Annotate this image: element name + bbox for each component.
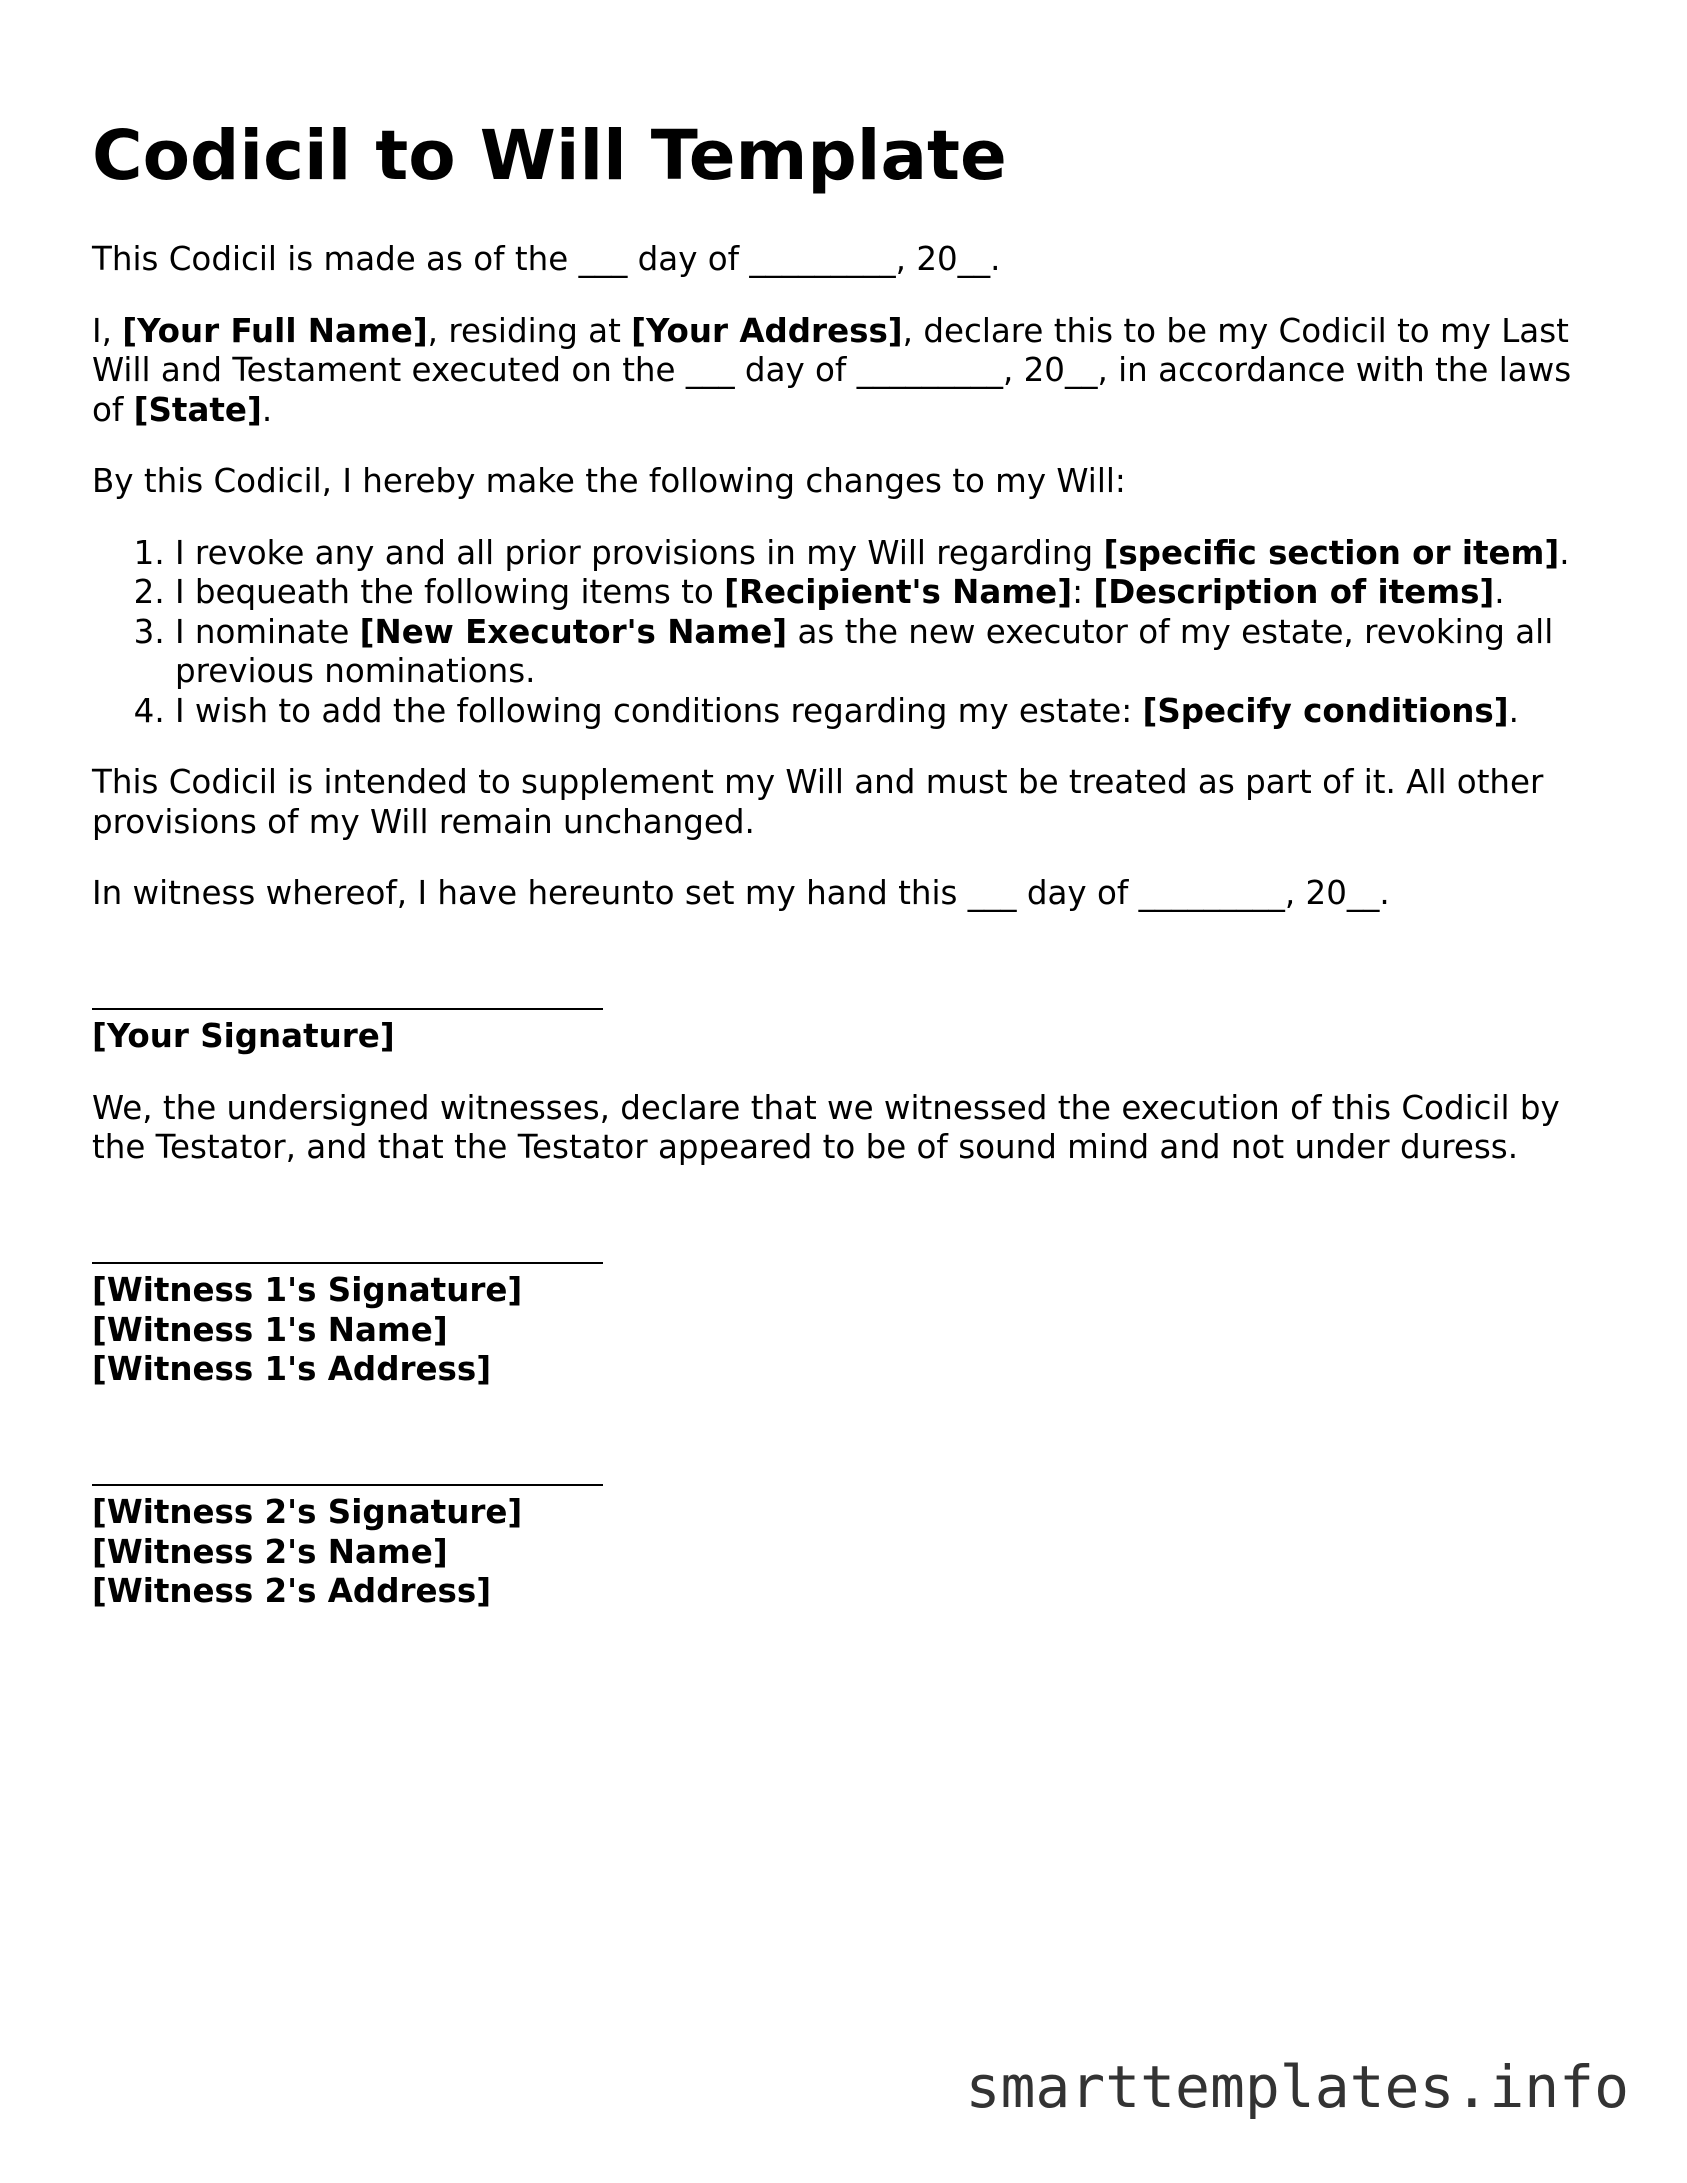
witness-1-signature-line — [92, 1232, 1602, 1272]
changes-intro: By this Codicil, I hereby make the following changes to my Will: — [92, 462, 1126, 500]
made-date-line: This Codicil is made as of the ___ day of _________, 20__. — [92, 240, 1001, 278]
full-name-placeholder: [Your Full Name] — [122, 311, 428, 350]
change-item: 2. I bequeath the following items to [Recipient's Name]: [Description of items]. — [175, 573, 1602, 613]
declaration-paragraph — [92, 312, 1602, 431]
declaration-residing: , residing at — [427, 311, 632, 350]
testator-signature-block — [92, 946, 1602, 1057]
witness-1-address: [Witness 1's Address] — [92, 1350, 492, 1388]
witness-whereof-line: In witness whereof, I have hereunto set my hand this ___ day of _________, 20__. — [92, 874, 1390, 912]
witness-2-signature: [Witness 2's Signature] — [92, 1493, 523, 1531]
state-placeholder: [State] — [133, 390, 262, 429]
change-item: 4. I wish to add the following conditions regarding my estate: [Specify conditions]. — [175, 692, 1602, 732]
witness-1-signature: [Witness 1's Signature] — [92, 1271, 523, 1309]
testator-signature-line — [92, 978, 1602, 1018]
witness-2-signature-line — [92, 1454, 1602, 1494]
address-placeholder: [Your Address] — [631, 311, 903, 350]
testator-signature-label: [Your Signature] — [92, 1017, 395, 1055]
changes-list — [92, 534, 1602, 732]
witness-2-name: [Witness 2's Name] — [92, 1532, 448, 1571]
witness-2-block — [92, 1422, 1602, 1612]
change-item: 3. I nominate [New Executor's Name] as the new executor of my estate, revoking all previous nominations. — [175, 613, 1602, 692]
change-item: 1. I revoke any and all prior provisions in my Will regarding [specific section or item]. — [175, 534, 1602, 574]
document-title: Codicil to Will Template — [92, 116, 1007, 196]
witness-1-block — [92, 1200, 1602, 1390]
declaration-prefix: I, — [92, 311, 123, 350]
document-body — [92, 240, 1602, 1644]
witness-declaration: We, the undersigned witnesses, declare that we witnessed the execution of this Codicil by the Testator, and that the Testator appeared to be of sound mind and not under duress. — [92, 1088, 1560, 1166]
witness-2-address: [Witness 2's Address] — [92, 1572, 492, 1610]
witness-1-name: [Witness 1's Name] — [92, 1310, 448, 1349]
supplement-statement: This Codicil is intended to supplement my Will and must be treated as part of it. All other provisions of my Will remain unchanged. — [92, 763, 1544, 841]
declaration-suffix: . — [261, 390, 273, 429]
watermark-text: smarttemplates.info — [965, 2053, 1629, 2121]
declaration-middle: , declare this to be my Codicil to my Last Will and Testament executed on the ___ day of _________, 20__, in accordance with the laws of — [92, 311, 1572, 429]
